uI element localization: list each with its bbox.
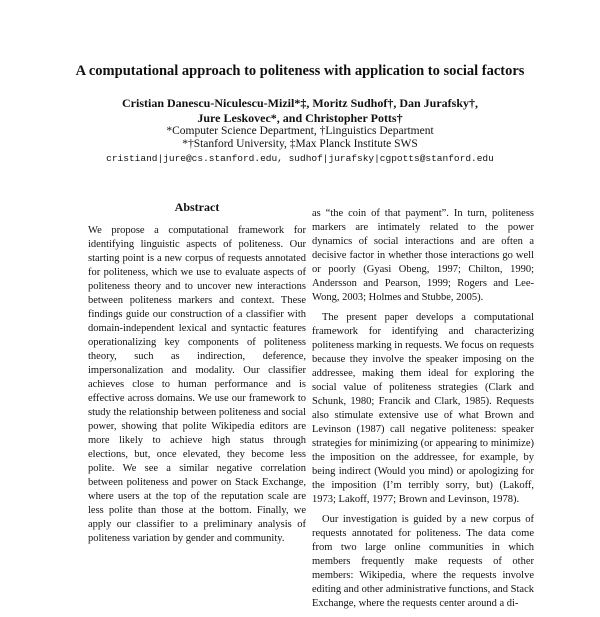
paper-title: A computational approach to politeness with application to social factors	[75, 63, 525, 79]
body-paragraph-1: as “the coin of that payment”. In turn, politeness markers are intimately related to the power dynamics of social interactions and are often a decisive factor in whether those interactions go well or poorly (Gyasi Obeng, 1997; Chilton, 1990; Andersson and Pearson, 1999; Rogers and Lee-Wong, 2003; Holmes and Stubbe, 2005).	[312, 208, 534, 303]
author-emails: cristiand|jure@cs.stanford.edu, sudhof|jurafsky|cgpotts@stanford.edu	[106, 153, 494, 164]
introduction-column	[312, 207, 534, 617]
abstract-text: We propose a computational framework for identifying linguistic aspects of politeness. Our starting point is a new corpus of requests annotated for politeness, which we use to evaluate aspects of politeness theory and to uncover new interactions between politeness markers and context. These findings guide our construction of a classifier with domain-independent lexical and syntactic features operationalizing key components of politeness theory, such as indirection, deference, impersonalization and modality. Our classifier achieves close to human performance and is effective across domains. We use our framework to study the relationship between politeness and social power, showing that polite Wikipedia editors are more likely to achieve high status through elections, but, once elevated, they become less polite. We see a similar negative correlation between politeness and power on Stack Exchange, where users at the top of the reputation scale are less polite than those at the bottom. Finally, we apply our classifier to a preliminary analysis of politeness variation by gender and community.	[88, 225, 306, 544]
authors-line-1: Cristian Danescu-Niculescu-Mizil*‡, Moritz Sudhof†, Dan Jurafsky†,	[122, 96, 478, 110]
body-paragraph-2: The present paper develops a computational framework for identifying and characterizing politeness marking in requests. We focus on requests because they involve the speaker imposing on the addressee, making them ideal for exploring the social value of politeness strategies (Clark and Schunk, 1980; Francik and Clark, 1985). Requests also stimulate extensive use of what Brown and Levinson (1987) call negative politeness: speaker strategies for minimizing (or appearing to minimize) the imposition on the addressee, for example, by being indirect (Would you mind) or apologizing for the imposition (I’m terribly sorry, but) (Lakoff, 1973; Lakoff, 1977; Brown and Levinson, 1978).	[312, 312, 534, 505]
body-paragraph-3: Our investigation is guided by a new corpus of requests annotated for politeness. The data come from two large online communities in which members frequently make requests of other members: Wikipedia, where the requests involve editing and other administrative functions, and Stack Exchange, where the requests center around a di-	[312, 514, 534, 609]
abstract-column	[88, 224, 306, 552]
affiliations	[0, 125, 600, 151]
affiliation-line-1: *Computer Science Department, †Linguistics Department	[166, 125, 434, 137]
affiliation-line-2: *†Stanford University, ‡Max Planck Institute SWS	[182, 138, 418, 150]
authors-line-2: Jure Leskovec*, and Christopher Potts†	[197, 111, 403, 125]
author-list	[0, 96, 600, 126]
abstract-heading: Abstract	[174, 200, 220, 214]
